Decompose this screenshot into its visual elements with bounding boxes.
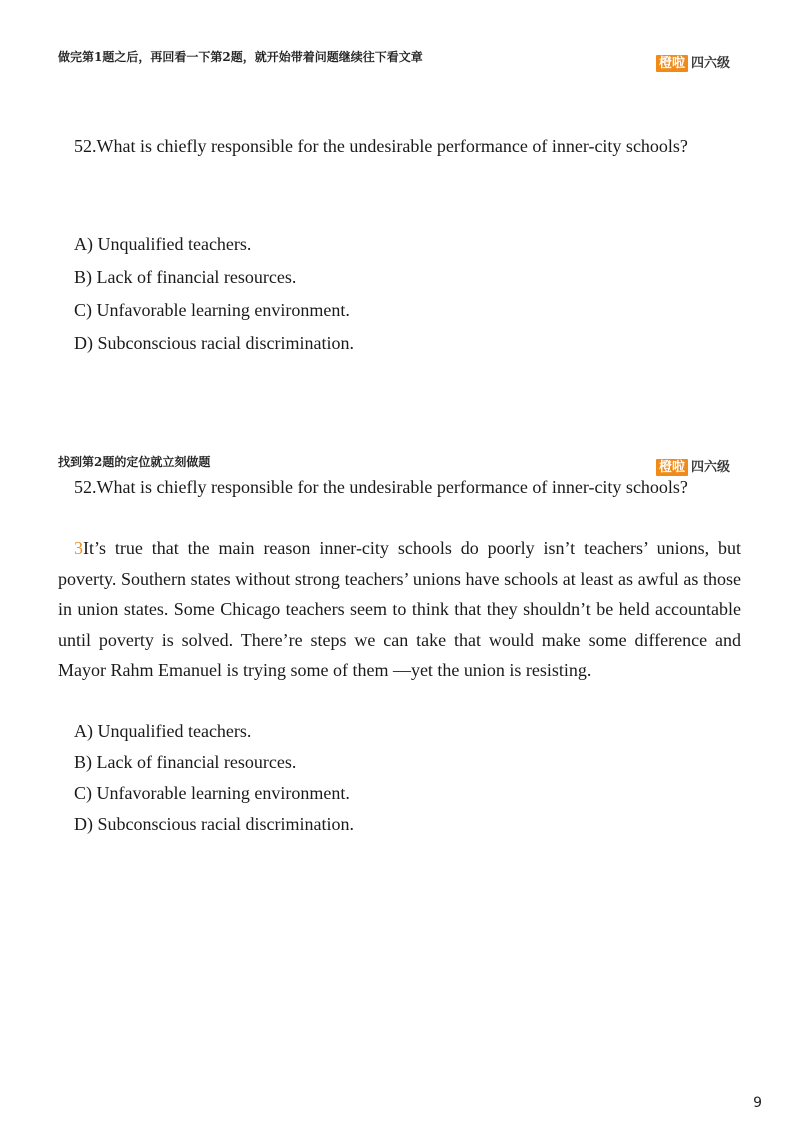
paragraph-number: 3 bbox=[74, 538, 83, 558]
question-stem bbox=[58, 130, 741, 163]
page-number: 9 bbox=[753, 1095, 762, 1111]
brand-logo-mark: 橙啦 bbox=[656, 459, 688, 476]
answer-options bbox=[74, 716, 354, 840]
passage-text: It’s true that the main reason inner-city schools do poorly isn’t teachers’ unions, but poverty. Southern states without strong teachers’ unions have schools at least as awful as those in union states. Some Chicago teachers seem to think that they shouldn’t be held accountable until poverty is solved. There’re steps we can take that would make some difference and Mayor Rahm Emanuel is trying some of them —yet the union is resisting. bbox=[58, 538, 741, 680]
option-b: B) Lack of financial resources. bbox=[74, 752, 297, 772]
instruction-note: 找到第2题的定位就立刻做题 bbox=[58, 455, 211, 469]
brand-name: 四六级 bbox=[691, 460, 731, 475]
option-b: B) Lack of financial resources. bbox=[74, 267, 297, 287]
option-c: C) Unfavorable learning environment. bbox=[74, 783, 350, 803]
answer-options bbox=[74, 228, 354, 360]
option-c: C) Unfavorable learning environment. bbox=[74, 300, 350, 320]
passage-paragraph bbox=[58, 533, 741, 686]
brand-name: 四六级 bbox=[691, 56, 731, 71]
brand-logo bbox=[656, 55, 730, 72]
question-stem-text: 52.What is chiefly responsible for the undesirable performance of inner-city schools? bbox=[74, 477, 688, 497]
option-a: A) Unqualified teachers. bbox=[74, 234, 252, 254]
instruction-note: 做完第1题之后，再回看一下第2题，就开始带着问题继续往下看文章 bbox=[58, 50, 423, 64]
option-d: D) Subconscious racial discrimination. bbox=[74, 333, 354, 353]
option-a: A) Unqualified teachers. bbox=[74, 721, 252, 741]
brand-logo-mark: 橙啦 bbox=[656, 55, 688, 72]
option-d: D) Subconscious racial discrimination. bbox=[74, 814, 354, 834]
question-stem-text: 52.What is chiefly responsible for the undesirable performance of inner-city schools? bbox=[74, 136, 688, 156]
question-stem bbox=[58, 472, 741, 502]
